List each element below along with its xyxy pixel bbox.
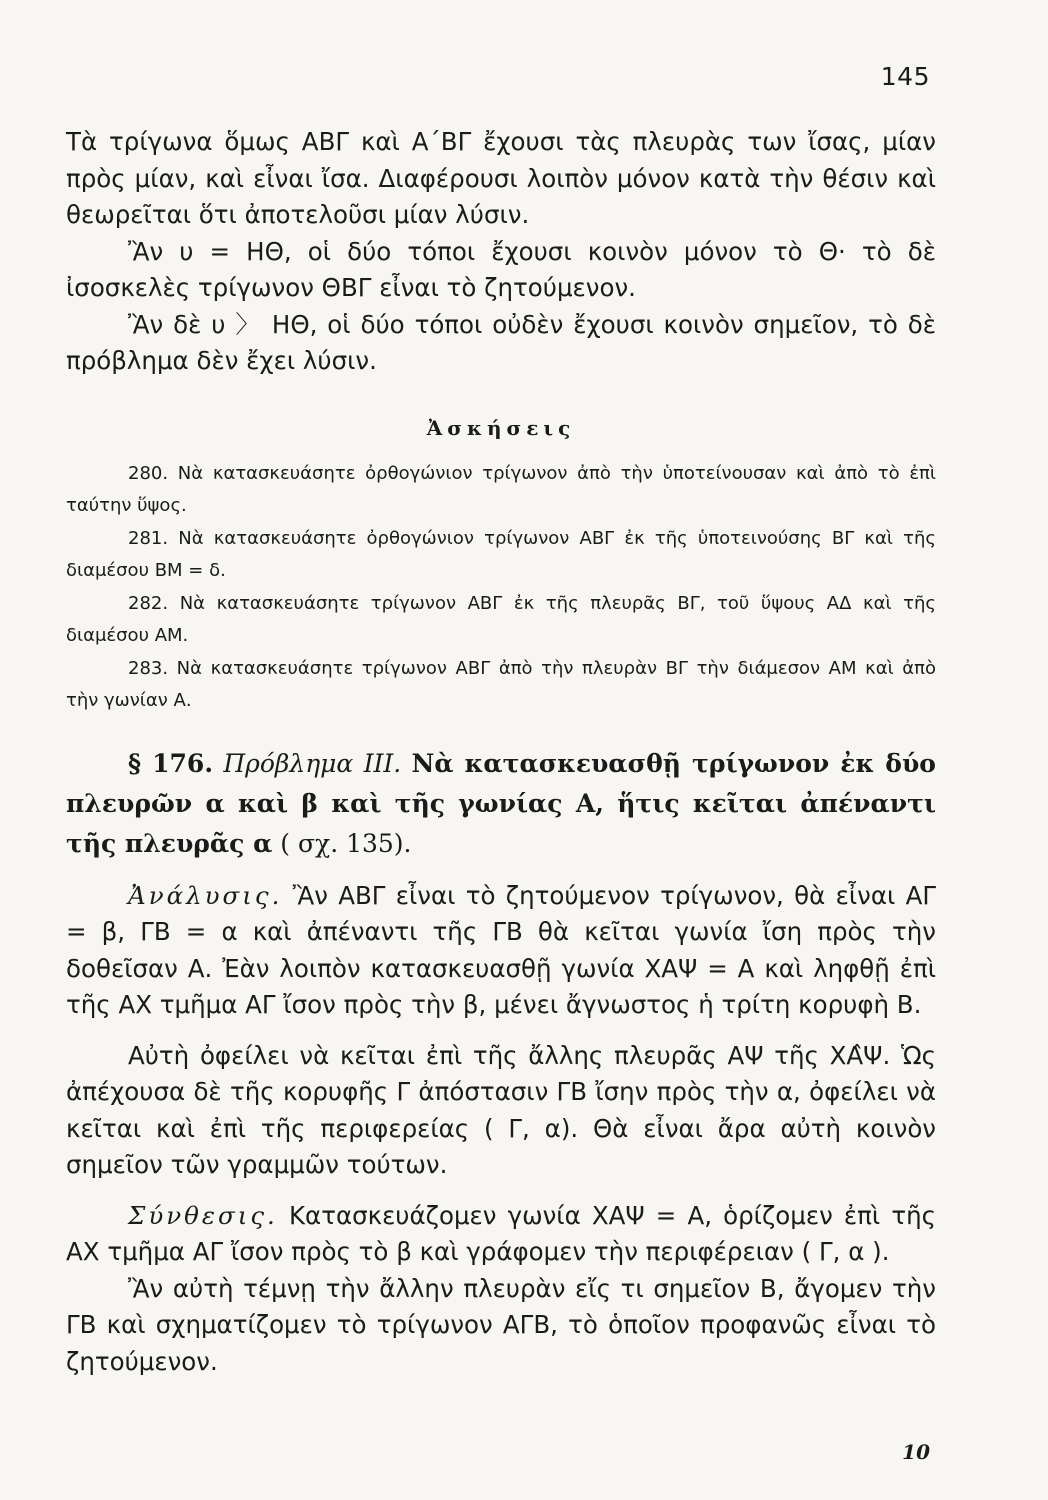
exercise-number: 282. <box>128 592 169 614</box>
analysis-paragraph-2: Αὐτὴ ὀφείλει νὰ κεῖται ἐπὶ τῆς ἄλλης πλευρᾶς ΑΨ τῆς ΧΑ̂Ψ. Ὡς ἀπέχουσα δὲ τῆς κορυφῆς Γ ἀπόστασιν ΓΒ ἴσην πρὸς τὴν α, ὀφείλει νὰ κεῖται καὶ ἐπὶ τῆς περιφερείας ( Γ, α). Θὰ εἶναι ἄρα αὐτὴ κοινὸν σημεῖον τῶν γραμμῶν τούτων. <box>66 1040 936 1179</box>
exercise-number: 281. <box>128 527 169 549</box>
exercise-number: 280. <box>128 462 169 484</box>
section-title: Νὰ κατασκευασθῇ τρίγωνον ἐκ δύο πλευρῶν α καὶ β καὶ τῆς γωνίας Α, ἥτις κεῖται ἀπέναντι τῆς πλευρᾶς α <box>66 748 936 858</box>
exercises-heading: Ἀσκήσεις <box>426 415 576 440</box>
signature-mark: 10 <box>902 1440 930 1464</box>
exercise-number: 283. <box>128 657 169 679</box>
analysis-label: Ἀνάλυσις. <box>128 880 283 910</box>
synthesis-text: Κατασκευάζομεν γωνία ΧΑΨ = Α, ὁρίζομεν ἐπὶ τῆς ΑΧ τμῆμα ΑΓ ἴσον πρὸς τὸ β καὶ γράφομεν τὴν περιφέρειαν ( Γ, α ). <box>66 1200 936 1266</box>
exercise-283 <box>66 653 936 718</box>
page-body <box>66 124 936 1380</box>
synthesis-label: Σύνθεσις. <box>128 1200 278 1230</box>
exercise-text: Νὰ κατασκευάσητε ὀρθογώνιον τρίγωνον ἀπὸ τὴν ὑποτείνουσαν καὶ ἀπὸ τὸ ἐπὶ ταύτην ὕψος. <box>66 462 936 516</box>
intro-paragraph-2: Ἂν υ = ΗΘ, οἱ δύο τόποι ἔχουσι κοινὸν μόνον τὸ Θ· τὸ δὲ ἰσοσκελὲς τρίγωνον ΘΒΓ εἶναι τὸ ζητούμενον. <box>66 236 936 302</box>
exercise-282 <box>66 588 936 653</box>
exercise-text: Νὰ κατασκευάσητε τρίγωνον ΑΒΓ ἀπὸ τὴν πλευρὰν ΒΓ τὴν διάμεσον ΑΜ καὶ ἀπὸ τὴν γωνίαν Α. <box>66 657 936 711</box>
exercise-281 <box>66 523 936 588</box>
synthesis-paragraph-1 <box>66 1198 936 1271</box>
exercise-text: Νὰ κατασκευάσητε τρίγωνον ΑΒΓ ἐκ τῆς πλευρᾶς ΒΓ, τοῦ ὕψους ΑΔ καὶ τῆς διαμέσου ΑΜ. <box>66 592 936 646</box>
section-label: Πρόβλημα ΙΙΙ. <box>223 748 402 778</box>
figure-reference: ( σχ. 135). <box>280 828 412 858</box>
intro-paragraph-1: Τὰ τρίγωνα ὅμως ΑΒΓ καὶ Α΄ΒΓ ἔχουσι τὰς πλευρὰς των ἴσας, μίαν πρὸς μίαν, καὶ εἶναι ἴσα. Διαφέρουσι λοιπὸν μόνον κατὰ τὴν θέσιν καὶ θεωρεῖται ὅτι ἀποτελοῦσι μίαν λύσιν. <box>66 127 936 229</box>
synthesis-paragraph-2: Ἂν αὐτὴ τέμνῃ τὴν ἄλλην πλευρὰν εἴς τι σημεῖον Β, ἄγομεν τὴν ΓΒ καὶ σχηματίζομεν τὸ τρίγωνον ΑΓΒ, τὸ ὁποῖον προφανῶς εἶναι τὸ ζητούμενον. <box>66 1273 936 1376</box>
analysis-text: Ἂν ΑΒΓ εἶναι τὸ ζητούμενον τρίγωνον, θὰ εἶναι ΑΓ = β, ΓΒ = α καὶ ἀπέναντι τῆς ΓΒ θὰ κεῖται γωνία ἴση πρὸς τὴν δοθεῖσαν Α. Ἐὰν λοιπὸν κατασκευασθῇ γωνία ΧΑΨ = Α καὶ ληφθῇ ἐπὶ τῆς ΑΧ τμῆμα ΑΓ ἴσον πρὸς τὴν β, μένει ἄγνωστος ἡ τρίτη κορυφὴ Β. <box>66 880 936 1019</box>
section-number: § 176. <box>128 748 214 778</box>
analysis-paragraph-1 <box>66 878 936 1024</box>
section-176-title <box>66 744 936 864</box>
exercise-text: Νὰ κατασκευάσητε ὀρθογώνιον τρίγωνον ΑΒΓ ἐκ τῆς ὑποτεινούσης ΒΓ καὶ τῆς διαμέσου ΒΜ = δ. <box>66 527 936 581</box>
page-number: 145 <box>880 62 930 91</box>
exercise-280 <box>66 458 936 523</box>
intro-paragraph-3: Ἂν δὲ υ 〉 ΗΘ, οἱ δύο τόποι οὐδὲν ἔχουσι κοινὸν σημεῖον, τὸ δὲ πρόβλημα δὲν ἔχει λύσιν. <box>66 309 936 375</box>
